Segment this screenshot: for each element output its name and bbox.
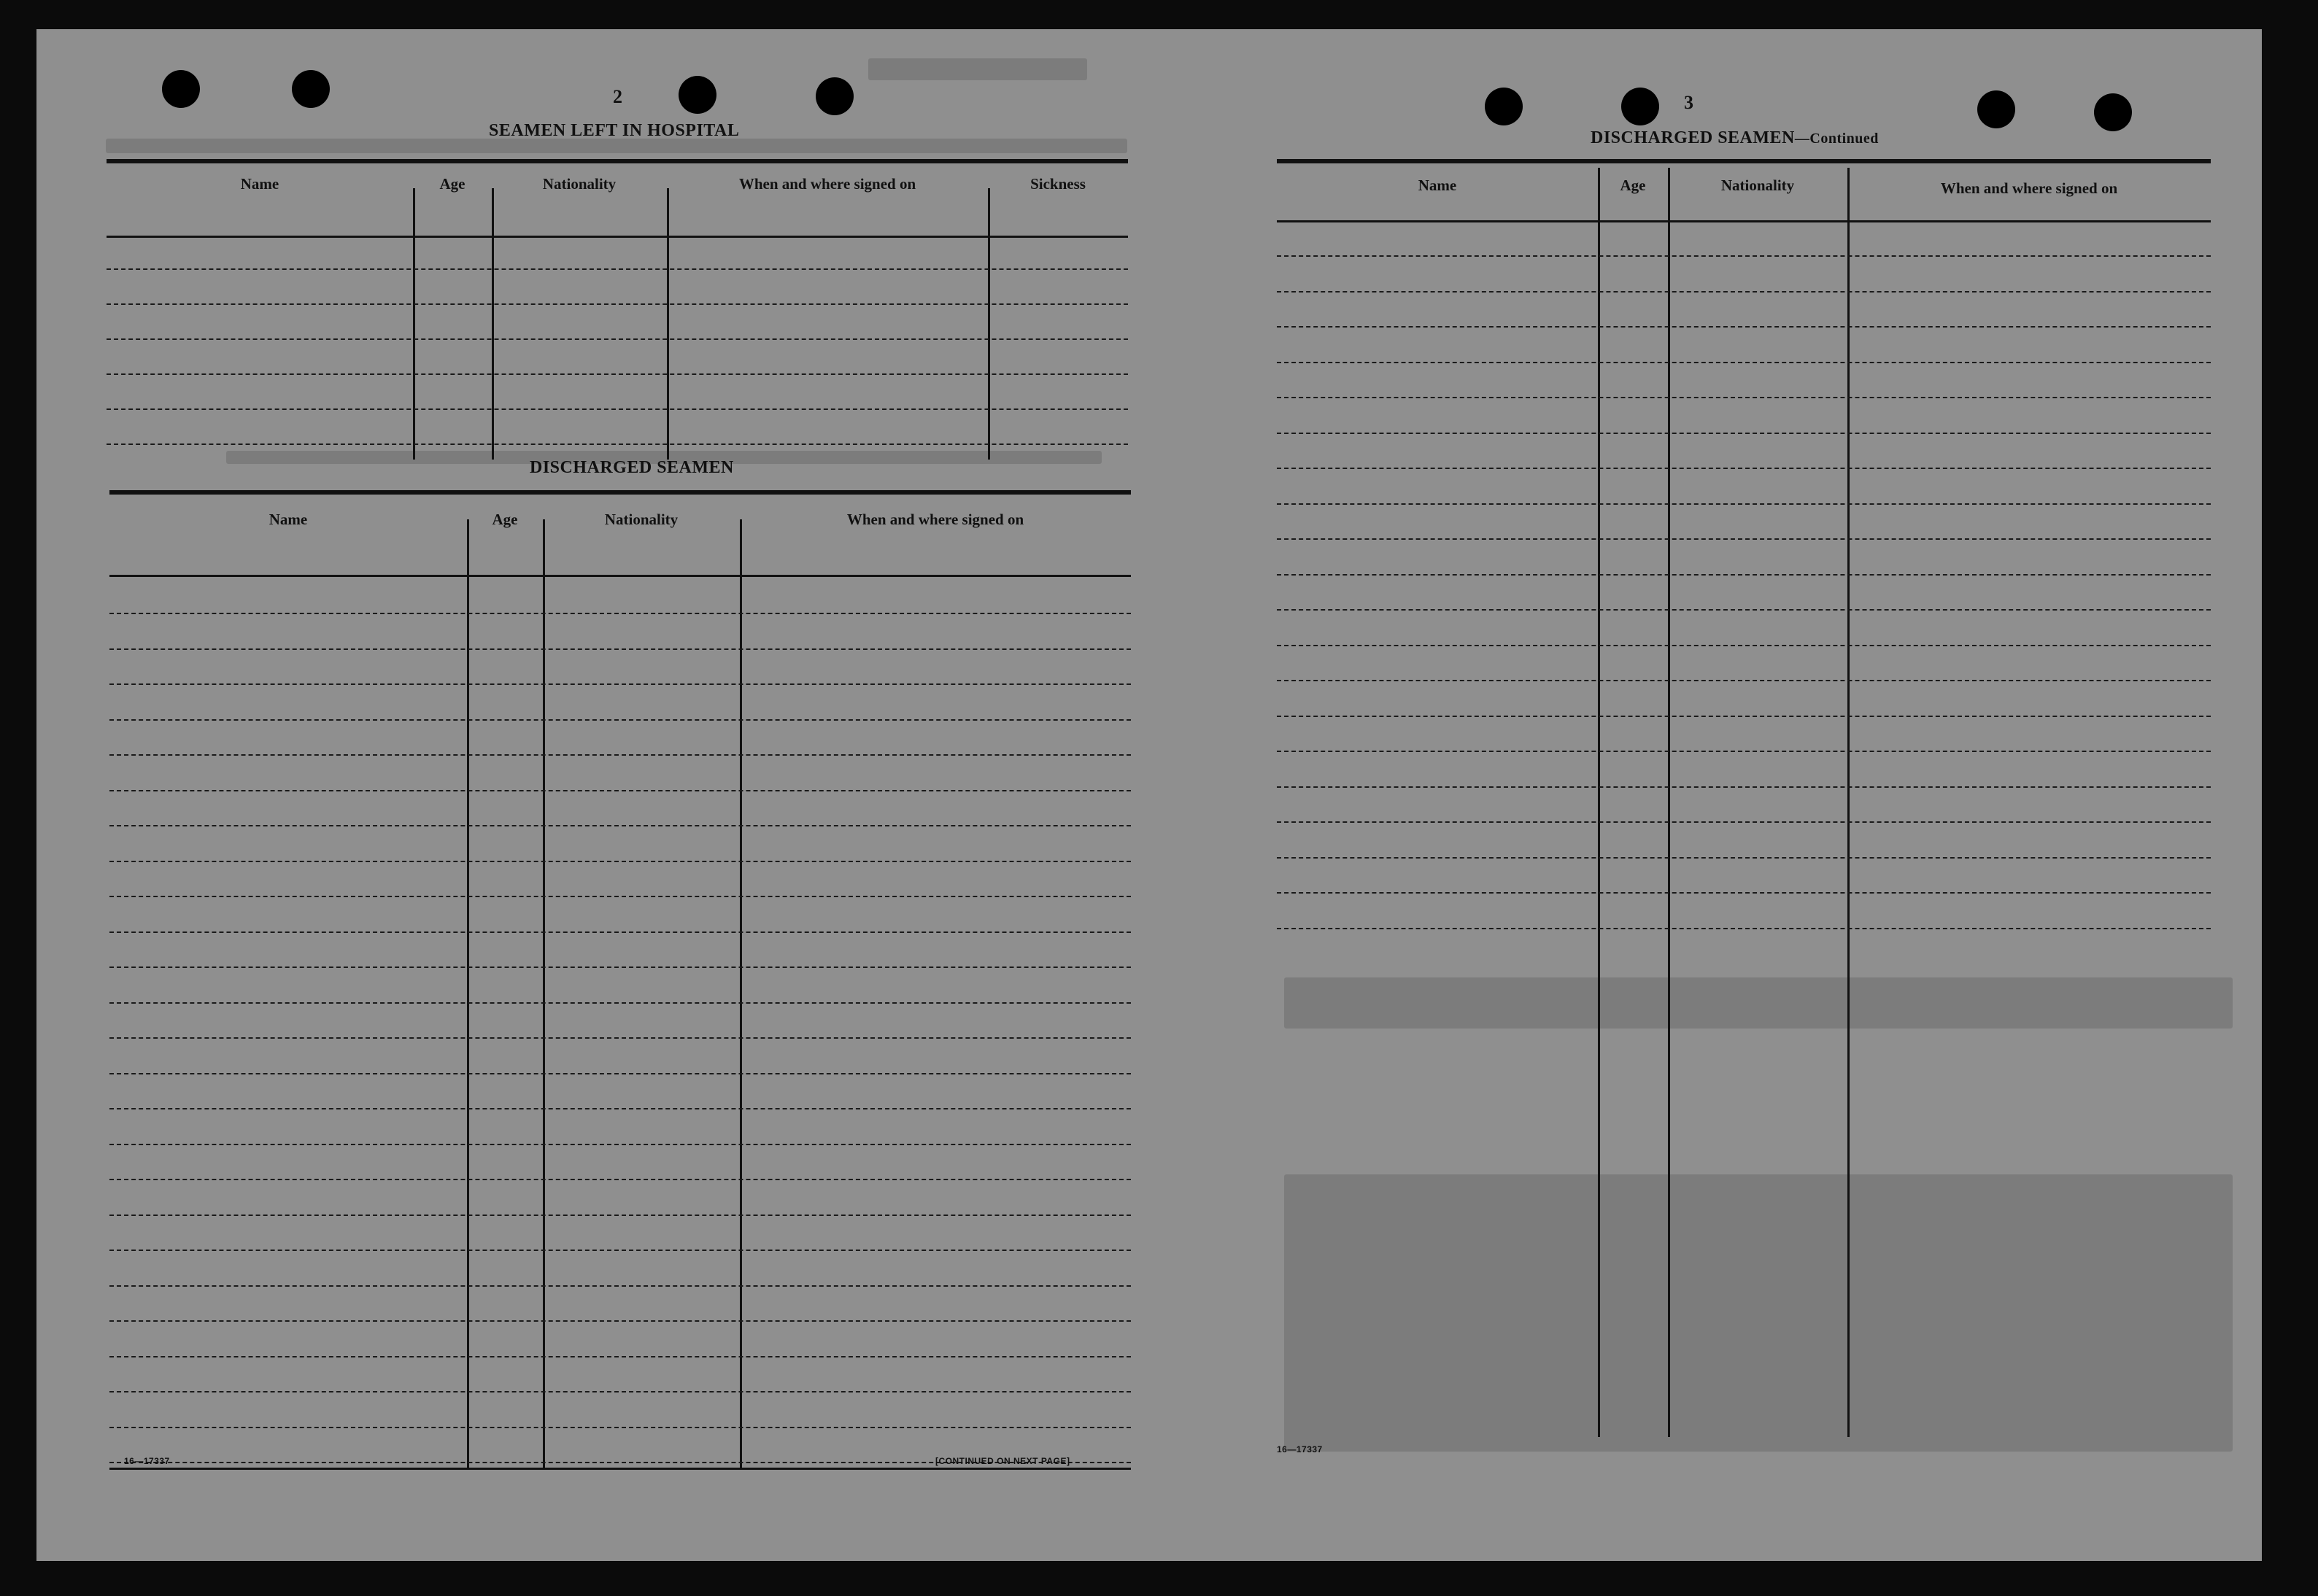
table-row <box>109 790 1131 791</box>
table-row <box>109 1179 1131 1180</box>
hospital-section-title: SEAMEN LEFT IN HOSPITAL <box>489 121 740 140</box>
table-top-border <box>107 159 1128 163</box>
table-row <box>1277 503 2211 505</box>
column-header-sickness: Sickness <box>1030 175 1086 193</box>
bleed-through-mark <box>868 58 1087 80</box>
table-row <box>109 1037 1131 1039</box>
table-bottom-border <box>109 1468 1131 1470</box>
column-divider <box>667 188 669 460</box>
punch-hole-4 <box>816 77 854 115</box>
document-sheet <box>36 29 2262 1561</box>
table-row <box>109 683 1131 685</box>
table-row <box>109 648 1131 650</box>
column-header-signed-on: When and where signed on <box>738 175 916 193</box>
table-row <box>109 861 1131 862</box>
table-row <box>109 825 1131 826</box>
table-row <box>1277 574 2211 576</box>
table-row <box>107 303 1128 305</box>
form-number-left: 16—17337 <box>124 1456 170 1466</box>
column-divider <box>543 519 545 1468</box>
table-row <box>109 1073 1131 1074</box>
column-divider <box>467 519 469 1468</box>
table-row <box>1277 609 2211 611</box>
column-divider <box>1598 168 1600 1437</box>
table-top-border <box>109 490 1131 495</box>
column-header-name: Name <box>268 511 308 528</box>
table-row <box>107 443 1128 445</box>
table-row <box>109 1108 1131 1109</box>
table-row <box>109 931 1131 933</box>
punch-hole-3 <box>679 76 716 114</box>
column-header-nationality: Nationality <box>1720 177 1795 194</box>
punch-hole-5 <box>1485 88 1523 125</box>
table-row <box>109 1391 1131 1392</box>
punch-hole-6 <box>1621 88 1659 125</box>
form-number-right: 16—17337 <box>1277 1444 1323 1454</box>
table-row <box>1277 397 2211 398</box>
table-row <box>109 1144 1131 1145</box>
table-row <box>109 896 1131 897</box>
column-header-name: Name <box>240 175 279 193</box>
table-row <box>1277 786 2211 788</box>
continued-note: [CONTINUED ON NEXT PAGE] <box>935 1456 1070 1466</box>
discharged-table <box>109 490 1131 1475</box>
discharged-continued-title <box>1591 128 1879 148</box>
discharged-continued-table <box>1277 159 2211 1443</box>
table-row <box>1277 291 2211 293</box>
column-divider <box>740 519 742 1468</box>
table-row <box>1277 928 2211 929</box>
column-divider <box>988 188 990 460</box>
table-row <box>107 408 1128 410</box>
column-header-signed-on: When and where signed on <box>846 511 1024 528</box>
page-number-right: 3 <box>1684 92 1693 113</box>
column-header-age: Age <box>492 511 518 528</box>
table-row <box>1277 255 2211 257</box>
table-row <box>1277 433 2211 434</box>
bleed-through-mark <box>106 139 1127 153</box>
column-header-nationality: Nationality <box>542 175 617 193</box>
column-header-name: Name <box>1418 177 1457 194</box>
table-row <box>109 966 1131 968</box>
hospital-table <box>107 159 1128 465</box>
continued-suffix: —Continued <box>1794 131 1879 147</box>
table-row <box>109 1250 1131 1251</box>
table-row <box>1277 821 2211 823</box>
punch-hole-8 <box>2094 93 2132 131</box>
table-row <box>1277 857 2211 859</box>
punch-hole-1 <box>162 70 200 108</box>
header-divider <box>109 575 1131 577</box>
column-divider <box>1847 168 1850 1437</box>
table-row <box>109 1427 1131 1428</box>
punch-hole-2 <box>292 70 330 108</box>
discharged-continued-label: DISCHARGED SEAMEN <box>1591 128 1795 147</box>
table-row <box>1277 468 2211 469</box>
column-header-nationality: Nationality <box>604 511 679 528</box>
table-row <box>107 338 1128 340</box>
table-row <box>109 1285 1131 1287</box>
table-row <box>109 1356 1131 1357</box>
table-row <box>1277 716 2211 717</box>
discharged-section-title: DISCHARGED SEAMEN <box>530 458 734 477</box>
table-row <box>107 373 1128 375</box>
table-row <box>109 719 1131 721</box>
table-row <box>109 1215 1131 1216</box>
table-row <box>1277 751 2211 752</box>
table-row <box>1277 538 2211 540</box>
punch-hole-7 <box>1977 90 2015 128</box>
header-divider <box>1277 220 2211 222</box>
table-row <box>109 1320 1131 1322</box>
table-row <box>1277 362 2211 363</box>
table-row <box>1277 680 2211 681</box>
column-divider <box>413 188 415 460</box>
table-row <box>1277 326 2211 328</box>
table-row <box>107 268 1128 270</box>
column-header-age: Age <box>1620 177 1646 194</box>
column-header-signed-on: When and where signed on <box>1940 179 2118 197</box>
table-row <box>109 1002 1131 1004</box>
table-row <box>1277 892 2211 894</box>
table-row <box>1277 645 2211 646</box>
column-header-age: Age <box>439 175 465 193</box>
table-row <box>109 613 1131 614</box>
table-row <box>109 754 1131 756</box>
table-top-border <box>1277 159 2211 163</box>
page-number-left: 2 <box>613 86 622 107</box>
column-divider <box>492 188 494 460</box>
column-divider <box>1668 168 1670 1437</box>
header-divider <box>107 236 1128 238</box>
